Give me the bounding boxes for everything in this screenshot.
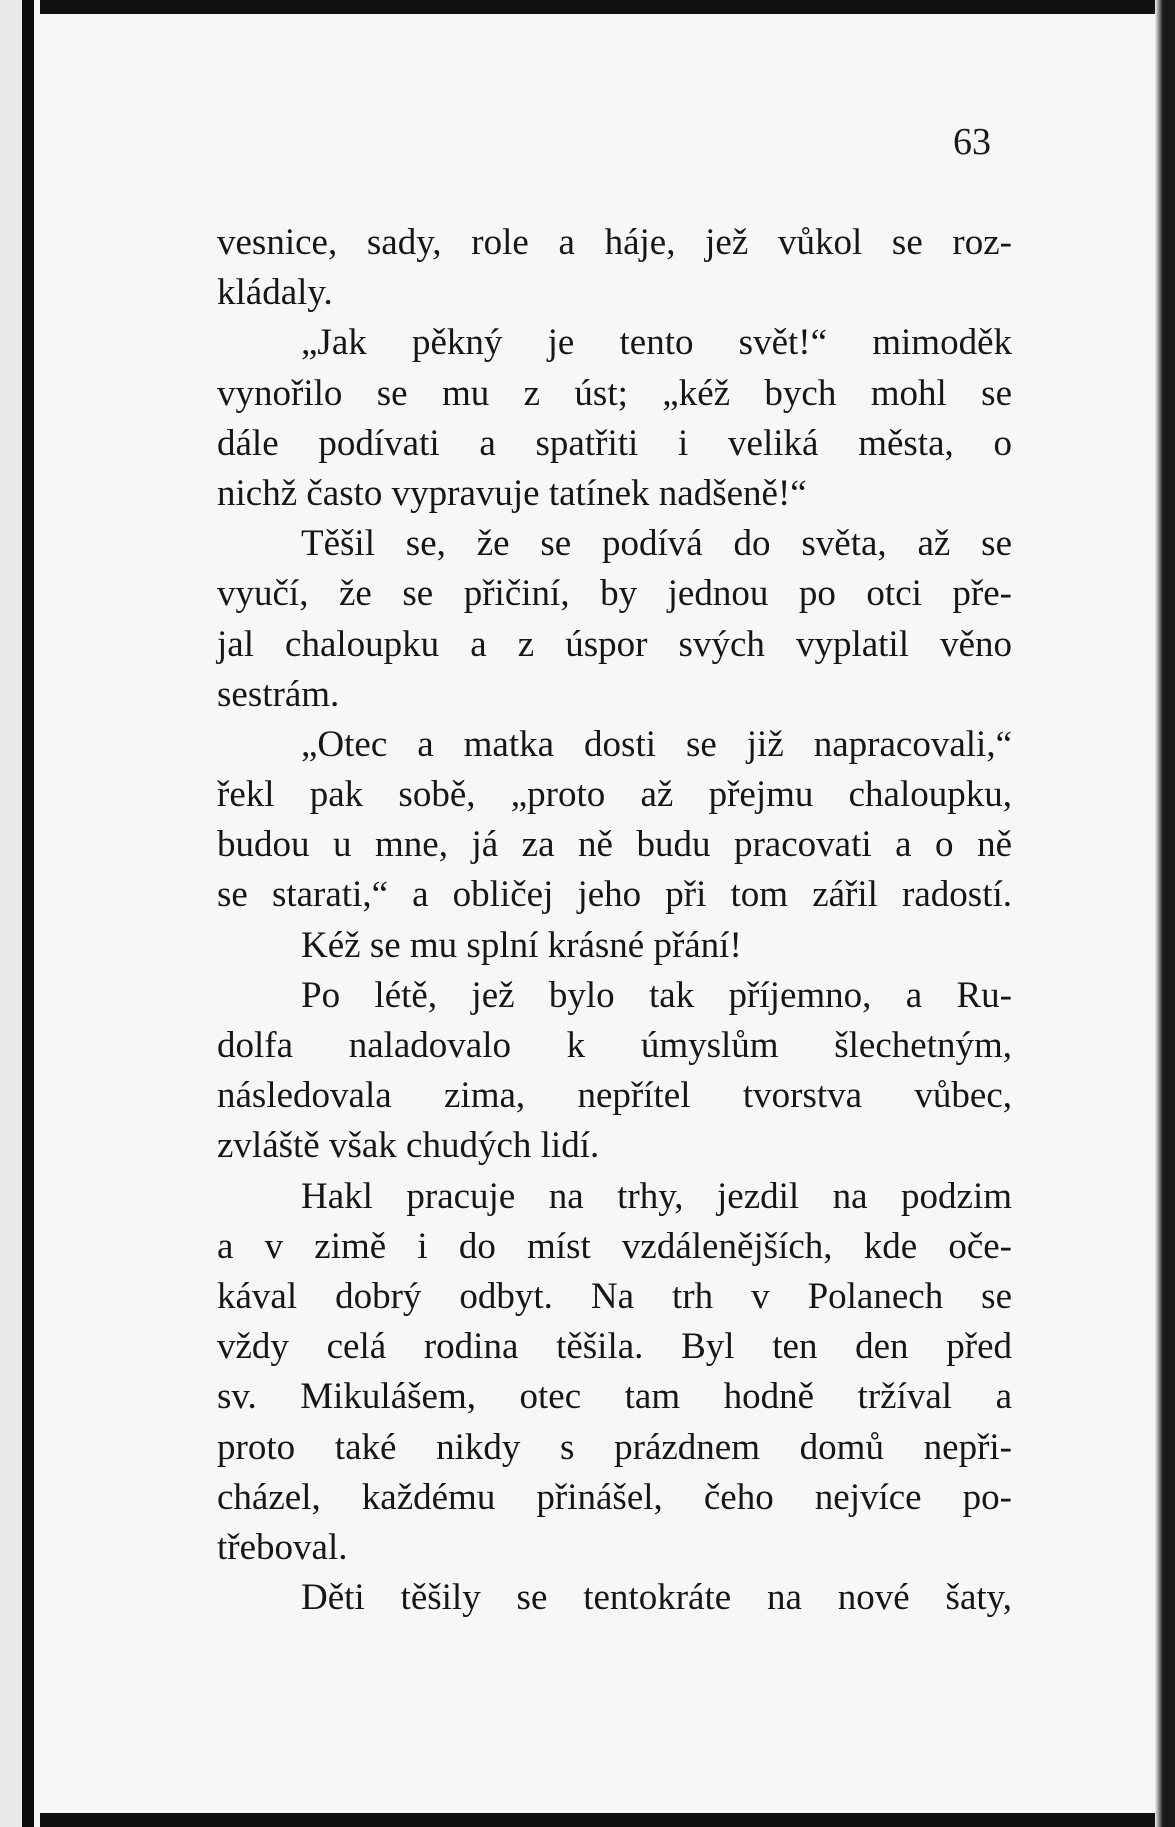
text-line: Hakl pracuje na trhy, jezdil na podzim: [301, 1175, 1012, 1217]
text-line: „Jak pěkný je tento svět!“ mimoděk: [301, 322, 1012, 364]
text-line: cházel, každému přinášel, čeho nejvíce po-: [217, 1476, 1012, 1518]
text-line: třeboval.: [217, 1526, 348, 1568]
scan-border-left: [0, 0, 40, 1827]
text-line: kával dobrý odbyt. Na trh v Polanech se: [217, 1275, 1012, 1317]
page-number: 63: [953, 121, 991, 163]
text-line: se starati,“ a obličej jeho při tom zářil radostí.: [217, 874, 1012, 916]
text-line: budou u mne, já za ně budu pracovati a o ně: [217, 824, 1012, 866]
text-line: řekl pak sobě, „proto až přejmu chaloupku,: [217, 774, 1012, 816]
text-line: zvláště však chudých lidí.: [217, 1125, 600, 1167]
text-line: kládaly.: [217, 272, 333, 314]
text-line: jal chaloupku a z úspor svých vyplatil věno: [217, 623, 1012, 665]
text-line: vynořilo se mu z úst; „kéž bych mohl se: [217, 372, 1012, 414]
scan-border-top: [0, 0, 1175, 14]
text-line: dále podívati a spatřiti i veliká města, o: [217, 422, 1012, 464]
text-line: proto také nikdy s prázdnem domů nepři-: [217, 1426, 1012, 1468]
scan-border-right: [1155, 0, 1175, 1827]
text-line: Kéž se mu splní krásné přání!: [301, 924, 742, 966]
text-line: sestrám.: [217, 673, 340, 715]
text-line: Těšil se, že se podívá do světa, až se: [301, 523, 1012, 565]
text-line: a v zimě i do míst vzdálenějších, kde oče-: [217, 1225, 1012, 1267]
text-line: Děti těšily se tentokráte na nové šaty,: [301, 1577, 1012, 1619]
text-line: „Otec a matka dosti se již napracovali,“: [301, 723, 1012, 765]
text-line: dolfa naladovalo k úmyslům šlechetným,: [217, 1025, 1012, 1066]
text-line: vždy celá rodina těšila. Byl ten den před: [217, 1326, 1012, 1368]
text-line: nichž často vypravuje tatínek nadšeně!“: [217, 472, 807, 514]
text-line: vesnice, sady, role a háje, jež vůkol se roz-: [217, 222, 1012, 263]
body-text: [217, 218, 1012, 1623]
text-line: sv. Mikulášem, otec tam hodně tržíval a: [217, 1376, 1012, 1418]
text-line: Po létě, jež bylo tak příjemno, a Ru-: [301, 974, 1012, 1016]
text-line: následovala zima, nepřítel tvorstva vůbec,: [217, 1075, 1012, 1117]
text-line: vyučí, že se přičiní, by jednou po otci pře-: [217, 573, 1012, 615]
scan-border-bottom: [0, 1813, 1175, 1827]
